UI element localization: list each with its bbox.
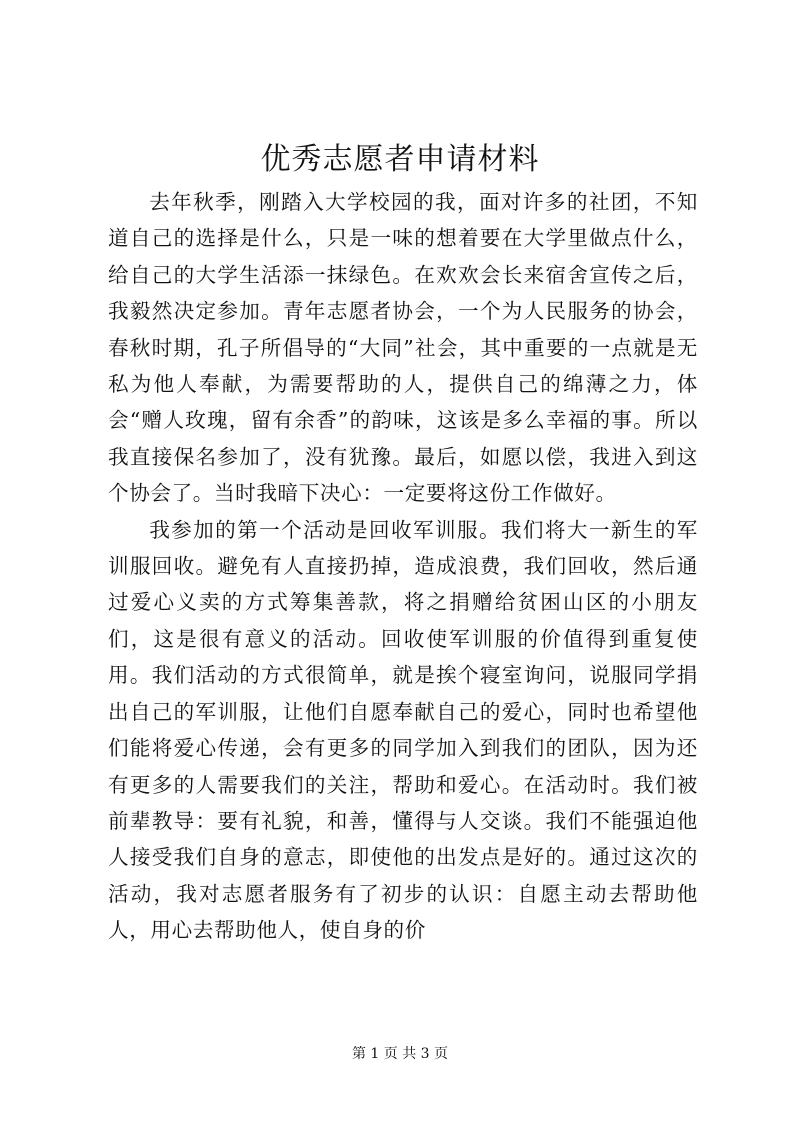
- page-title: 优秀志愿者申请材料: [260, 142, 540, 177]
- paragraph: 去年秋季，刚踏入大学校园的我，面对许多的社团，不知道自己的选择是什么，只是一味的想着要在大学里做点什么，给自己的大学生活添一抹绿色。在欢欢会长来宿舍宣传之后，我毅然决定参加。青年志愿者协会，一个为人民服务的协会，春秋时期，孔子所倡导的“大同”社会，其中重要的一点就是无私为他人奉献，为需要帮助的人，提供自己的绵薄之力，体会“赠人玫瑰，留有余香”的韵味，这该是多么幸福的事。所以我直接保名参加了，没有犹豫。最后，如愿以偿，我进入到这个协会了。当时我暗下决心：一定要将这份工作做好。: [108, 190, 698, 506]
- paragraph: 我参加的第一个活动是回收军训服。我们将大一新生的军训服回收。避免有人直接扔掉，造成浪费，我们回收，然后通过爱心义卖的方式筹集善款，将之捐赠给贫困山区的小朋友们，这是很有意义的活动。回收使军训服的价值得到重复使用。我们活动的方式很简单，就是挨个寝室询问，说服同学捐出自己的军训服，让他们自愿奉献自己的爱心，同时也希望他们能将爱心传递，会有更多的同学加入到我们的团队，因为还有更多的人需要我们的关注，帮助和爱心。在活动时。我们被前辈教导：要有礼貌，和善，懂得与人交谈。我们不能强迫他人接受我们自身的意志，即使他的出发点是好的。通过这次的活动，我对志愿者服务有了初步的认识：自愿主动去帮助他人，用心去帮助他人，使自身的价: [108, 517, 698, 943]
- document-body: [108, 184, 698, 949]
- page-footer: 第 1 页 共 3 页: [351, 1046, 449, 1062]
